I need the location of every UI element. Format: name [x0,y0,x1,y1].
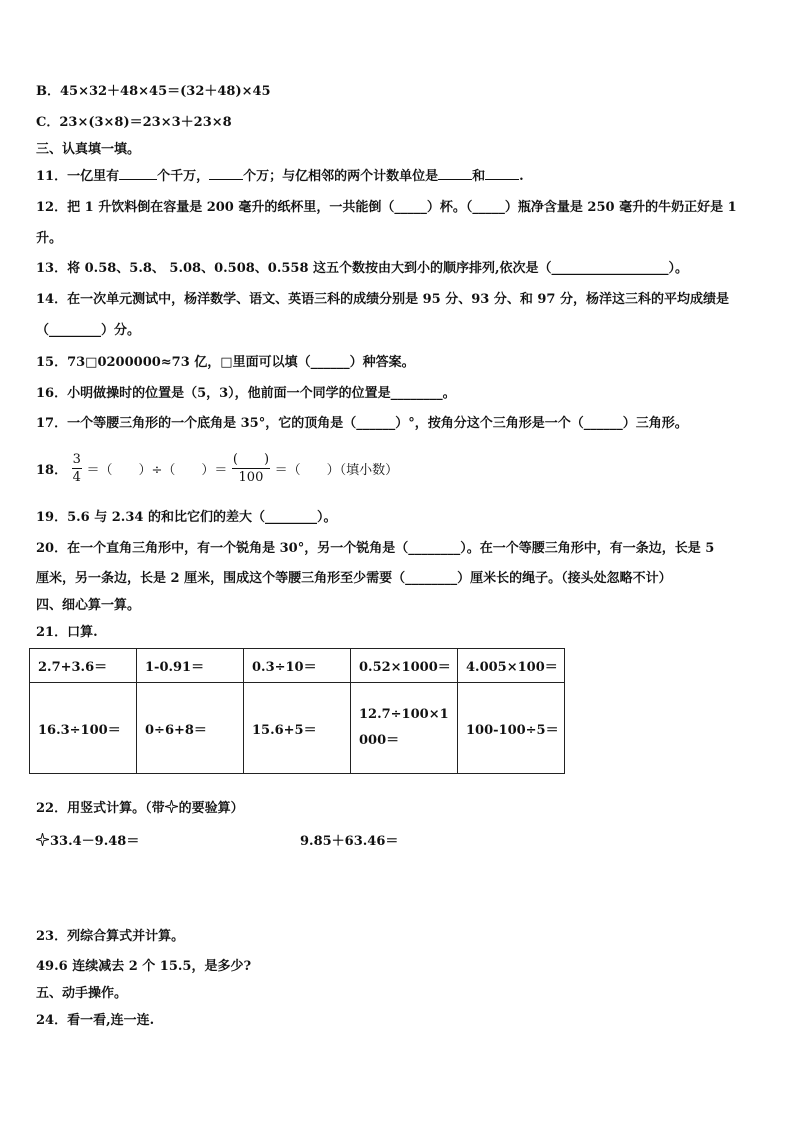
q18-numerator: 3 [72,452,81,467]
q11-text-e: . [519,169,524,184]
question-16: 16．小明做操时的位置是（5，3），他前面一个同学的位置是________。 [36,386,456,401]
table-cell: 1-0.91＝ [137,649,244,683]
q22-problem-b: 9.85＋63.46＝ [300,834,399,849]
q18-numerator-blank[interactable]: ( ) [232,452,270,467]
question-11 [36,167,524,186]
q22-tail: 的要验算） [178,801,244,816]
question-23-prompt: 49.6 连续减去 2 个 15.5，是多少? [36,959,252,974]
table-row [30,649,565,683]
table-cell: 100-100÷5＝ [458,683,565,774]
q11-blank-3[interactable] [438,167,472,180]
question-19: 19．5.6 与 2.34 的和比它们的差大（________）。 [36,510,337,525]
table-row [30,683,565,774]
table-cell: 15.6+5＝ [244,683,351,774]
q11-blank-4[interactable] [485,167,519,180]
q11-text-a: 11．一亿里有 [36,169,120,184]
question-24: 24．看一看,连一连. [36,1013,155,1028]
q11-text-d: 和 [472,169,486,184]
mental-calc-table [29,648,565,774]
question-14-line-1: 14．在一次单元测试中，杨洋数学、语文、英语三科的成绩分别是 95 分、93 分、和 97 分，杨洋这三科的平均成绩是 [36,292,729,307]
question-18 [36,451,398,486]
question-22 [36,800,244,818]
table-cell: 4.005×100＝ [458,649,565,683]
question-15: 15．73□0200000≈73 亿，□里面可以填（______）种答案。 [36,355,415,370]
question-13: 13．将 0.58、5.8、 5.08、0.508、0.558 这五个数按由大到小的顺序排列,依次是（__________________）。 [36,261,689,276]
q18-fraction-over-100 [232,451,270,486]
table-cell: 0÷6+8＝ [137,683,244,774]
q18-tail: ＝（ ）（填小数） [274,463,399,478]
question-20-line-2: 厘米，另一条边，长是 2 厘米，围成这个等腰三角形至少需要（________）厘米长的绳子。（接头处忽略不计） [36,571,672,586]
four-point-star-icon [165,800,178,813]
q22-problem-a [36,833,139,851]
q11-blank-2[interactable] [209,167,243,180]
question-14-line-2: （________）分。 [36,323,141,338]
table-cell: 12.7÷100×1000＝ [351,683,458,774]
q18-label: 18． [36,463,68,478]
four-point-star-icon [36,833,49,846]
q11-text-c: 个万；与亿相邻的两个计数单位是 [243,169,439,184]
table-cell: 0.52×1000＝ [351,649,458,683]
q18-denominator: 4 [72,470,81,485]
q22-text: 22．用竖式计算。（带 [36,801,165,816]
q18-denominator-100: 100 [238,470,264,485]
table-cell: 2.7+3.6＝ [30,649,137,683]
section-3-heading: 三、认真填一填。 [36,142,141,157]
question-12-line-2: 升。 [36,231,63,246]
question-12-line-1: 12．把 1 升饮料倒在容量是 200 毫升的纸杯里，一共能倒（_____）杯。（_____）瓶净含量是 250 毫升的牛奶正好是 1 [36,200,737,215]
section-4-heading: 四、细心算一算。 [36,598,141,613]
question-17: 17．一个等腰三角形的一个底角是 35°，它的顶角是（______）°，按角分这个三角形是一个（______）三角形。 [36,416,688,431]
q11-text-b: 个千万， [157,169,210,184]
question-21: 21．口算. [36,625,98,640]
option-c: C．23×(3×8)＝23×3＋23×8 [36,115,232,130]
question-23: 23．列综合算式并计算。 [36,929,185,944]
table-cell: 16.3÷100＝ [30,683,137,774]
q18-fraction-three-quarters [72,451,82,486]
table-cell: 0.3÷10＝ [244,649,351,683]
q11-blank-1[interactable] [119,167,157,180]
q22-problem-a-text: 33.4－9.48＝ [50,834,140,849]
question-20-line-1: 20．在一个直角三角形中，有一个锐角是 30°，另一个锐角是（________）。在一个等腰三角形中，有一条边，长是 5 [36,541,715,556]
section-5-heading: 五、动手操作。 [36,986,128,1001]
q18-middle: ＝（ ）÷（ ）＝ [86,463,228,478]
option-b: B．45×32＋48×45＝(32＋48)×45 [36,84,271,99]
